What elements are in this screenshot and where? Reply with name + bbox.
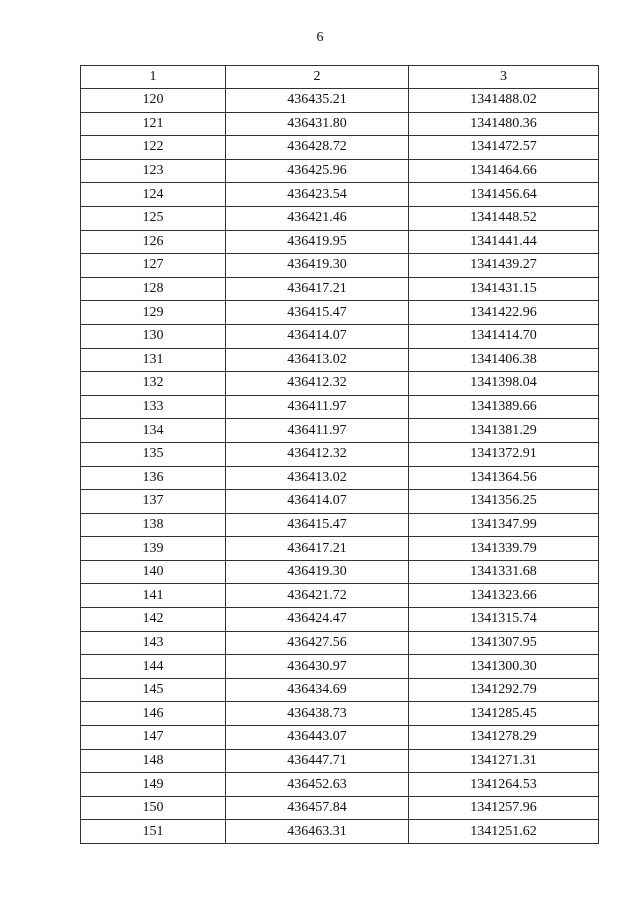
y-coordinate-cell: 1341323.66 bbox=[409, 584, 599, 608]
point-number-cell: 138 bbox=[81, 513, 226, 537]
point-number-cell: 144 bbox=[81, 655, 226, 679]
y-coordinate-cell: 1341347.99 bbox=[409, 513, 599, 537]
y-coordinate-cell: 1341472.57 bbox=[409, 136, 599, 160]
table-row bbox=[81, 372, 599, 396]
table-row bbox=[81, 655, 599, 679]
y-coordinate-cell: 1341414.70 bbox=[409, 324, 599, 348]
point-number-cell: 147 bbox=[81, 726, 226, 750]
table-body bbox=[81, 89, 599, 844]
x-coordinate-cell: 436414.07 bbox=[226, 324, 409, 348]
header-row bbox=[81, 66, 599, 89]
x-coordinate-cell: 436417.21 bbox=[226, 537, 409, 561]
y-coordinate-cell: 1341339.79 bbox=[409, 537, 599, 561]
x-coordinate-cell: 436411.97 bbox=[226, 395, 409, 419]
table-row bbox=[81, 608, 599, 632]
x-coordinate-cell: 436435.21 bbox=[226, 89, 409, 113]
table-row bbox=[81, 277, 599, 301]
point-number-cell: 121 bbox=[81, 112, 226, 136]
point-number-cell: 133 bbox=[81, 395, 226, 419]
y-coordinate-cell: 1341480.36 bbox=[409, 112, 599, 136]
point-number-cell: 132 bbox=[81, 372, 226, 396]
x-coordinate-cell: 436413.02 bbox=[226, 466, 409, 490]
y-coordinate-cell: 1341356.25 bbox=[409, 490, 599, 514]
y-coordinate-cell: 1341456.64 bbox=[409, 183, 599, 207]
x-coordinate-cell: 436463.31 bbox=[226, 820, 409, 844]
y-coordinate-cell: 1341439.27 bbox=[409, 254, 599, 278]
x-coordinate-cell: 436430.97 bbox=[226, 655, 409, 679]
x-coordinate-cell: 436447.71 bbox=[226, 749, 409, 773]
table-row bbox=[81, 419, 599, 443]
point-number-cell: 150 bbox=[81, 796, 226, 820]
y-coordinate-cell: 1341389.66 bbox=[409, 395, 599, 419]
table-row bbox=[81, 820, 599, 844]
table-row bbox=[81, 796, 599, 820]
point-number-cell: 143 bbox=[81, 631, 226, 655]
table-row bbox=[81, 89, 599, 113]
point-number-cell: 148 bbox=[81, 749, 226, 773]
y-coordinate-cell: 1341292.79 bbox=[409, 678, 599, 702]
point-number-cell: 131 bbox=[81, 348, 226, 372]
point-number-cell: 124 bbox=[81, 183, 226, 207]
x-coordinate-cell: 436412.32 bbox=[226, 442, 409, 466]
table-header bbox=[81, 66, 599, 89]
y-coordinate-cell: 1341331.68 bbox=[409, 560, 599, 584]
table-row bbox=[81, 159, 599, 183]
y-coordinate-cell: 1341372.91 bbox=[409, 442, 599, 466]
page-number: 6 bbox=[316, 30, 324, 45]
y-coordinate-cell: 1341441.44 bbox=[409, 230, 599, 254]
point-number-cell: 146 bbox=[81, 702, 226, 726]
x-coordinate-cell: 436427.56 bbox=[226, 631, 409, 655]
table-row bbox=[81, 702, 599, 726]
x-coordinate-cell: 436425.96 bbox=[226, 159, 409, 183]
x-coordinate-cell: 436452.63 bbox=[226, 773, 409, 797]
x-coordinate-cell: 436421.46 bbox=[226, 206, 409, 230]
table-row bbox=[81, 324, 599, 348]
point-number-cell: 137 bbox=[81, 490, 226, 514]
table-row bbox=[81, 466, 599, 490]
point-number-cell: 130 bbox=[81, 324, 226, 348]
y-coordinate-cell: 1341285.45 bbox=[409, 702, 599, 726]
y-coordinate-cell: 1341406.38 bbox=[409, 348, 599, 372]
point-number-cell: 129 bbox=[81, 301, 226, 325]
table-row bbox=[81, 206, 599, 230]
coordinates-table bbox=[80, 65, 599, 844]
point-number-cell: 128 bbox=[81, 277, 226, 301]
x-coordinate-cell: 436414.07 bbox=[226, 490, 409, 514]
x-coordinate-cell: 436415.47 bbox=[226, 301, 409, 325]
x-coordinate-cell: 436434.69 bbox=[226, 678, 409, 702]
table-row bbox=[81, 560, 599, 584]
y-coordinate-cell: 1341431.15 bbox=[409, 277, 599, 301]
point-number-cell: 125 bbox=[81, 206, 226, 230]
point-number-cell: 135 bbox=[81, 442, 226, 466]
point-number-cell: 136 bbox=[81, 466, 226, 490]
table-row bbox=[81, 537, 599, 561]
x-coordinate-cell: 436411.97 bbox=[226, 419, 409, 443]
point-number-cell: 151 bbox=[81, 820, 226, 844]
table-row bbox=[81, 395, 599, 419]
table-row bbox=[81, 136, 599, 160]
table-row bbox=[81, 348, 599, 372]
point-number-cell: 122 bbox=[81, 136, 226, 160]
x-coordinate-cell: 436419.30 bbox=[226, 254, 409, 278]
x-coordinate-cell: 436428.72 bbox=[226, 136, 409, 160]
point-number-cell: 141 bbox=[81, 584, 226, 608]
x-coordinate-cell: 436413.02 bbox=[226, 348, 409, 372]
y-coordinate-cell: 1341300.30 bbox=[409, 655, 599, 679]
point-number-cell: 145 bbox=[81, 678, 226, 702]
column-header-3: 3 bbox=[409, 66, 599, 89]
y-coordinate-cell: 1341257.96 bbox=[409, 796, 599, 820]
point-number-cell: 149 bbox=[81, 773, 226, 797]
table-row bbox=[81, 678, 599, 702]
point-number-cell: 123 bbox=[81, 159, 226, 183]
x-coordinate-cell: 436424.47 bbox=[226, 608, 409, 632]
point-number-cell: 127 bbox=[81, 254, 226, 278]
y-coordinate-cell: 1341448.52 bbox=[409, 206, 599, 230]
table-row bbox=[81, 183, 599, 207]
point-number-cell: 142 bbox=[81, 608, 226, 632]
y-coordinate-cell: 1341381.29 bbox=[409, 419, 599, 443]
table-row bbox=[81, 490, 599, 514]
y-coordinate-cell: 1341364.56 bbox=[409, 466, 599, 490]
y-coordinate-cell: 1341488.02 bbox=[409, 89, 599, 113]
table-row bbox=[81, 254, 599, 278]
x-coordinate-cell: 436419.30 bbox=[226, 560, 409, 584]
y-coordinate-cell: 1341464.66 bbox=[409, 159, 599, 183]
x-coordinate-cell: 436443.07 bbox=[226, 726, 409, 750]
y-coordinate-cell: 1341315.74 bbox=[409, 608, 599, 632]
point-number-cell: 126 bbox=[81, 230, 226, 254]
x-coordinate-cell: 436417.21 bbox=[226, 277, 409, 301]
table-row bbox=[81, 584, 599, 608]
x-coordinate-cell: 436457.84 bbox=[226, 796, 409, 820]
y-coordinate-cell: 1341422.96 bbox=[409, 301, 599, 325]
table-row bbox=[81, 773, 599, 797]
x-coordinate-cell: 436421.72 bbox=[226, 584, 409, 608]
x-coordinate-cell: 436415.47 bbox=[226, 513, 409, 537]
point-number-cell: 134 bbox=[81, 419, 226, 443]
column-header-1: 1 bbox=[81, 66, 226, 89]
table-row bbox=[81, 230, 599, 254]
y-coordinate-cell: 1341264.53 bbox=[409, 773, 599, 797]
point-number-cell: 120 bbox=[81, 89, 226, 113]
y-coordinate-cell: 1341251.62 bbox=[409, 820, 599, 844]
table-row bbox=[81, 112, 599, 136]
column-header-2: 2 bbox=[226, 66, 409, 89]
x-coordinate-cell: 436438.73 bbox=[226, 702, 409, 726]
table-row bbox=[81, 513, 599, 537]
point-number-cell: 140 bbox=[81, 560, 226, 584]
x-coordinate-cell: 436419.95 bbox=[226, 230, 409, 254]
y-coordinate-cell: 1341278.29 bbox=[409, 726, 599, 750]
table-row bbox=[81, 631, 599, 655]
y-coordinate-cell: 1341398.04 bbox=[409, 372, 599, 396]
y-coordinate-cell: 1341271.31 bbox=[409, 749, 599, 773]
table-row bbox=[81, 749, 599, 773]
x-coordinate-cell: 436431.80 bbox=[226, 112, 409, 136]
point-number-cell: 139 bbox=[81, 537, 226, 561]
table-row bbox=[81, 726, 599, 750]
x-coordinate-cell: 436423.54 bbox=[226, 183, 409, 207]
y-coordinate-cell: 1341307.95 bbox=[409, 631, 599, 655]
x-coordinate-cell: 436412.32 bbox=[226, 372, 409, 396]
table-row bbox=[81, 442, 599, 466]
table-row bbox=[81, 301, 599, 325]
